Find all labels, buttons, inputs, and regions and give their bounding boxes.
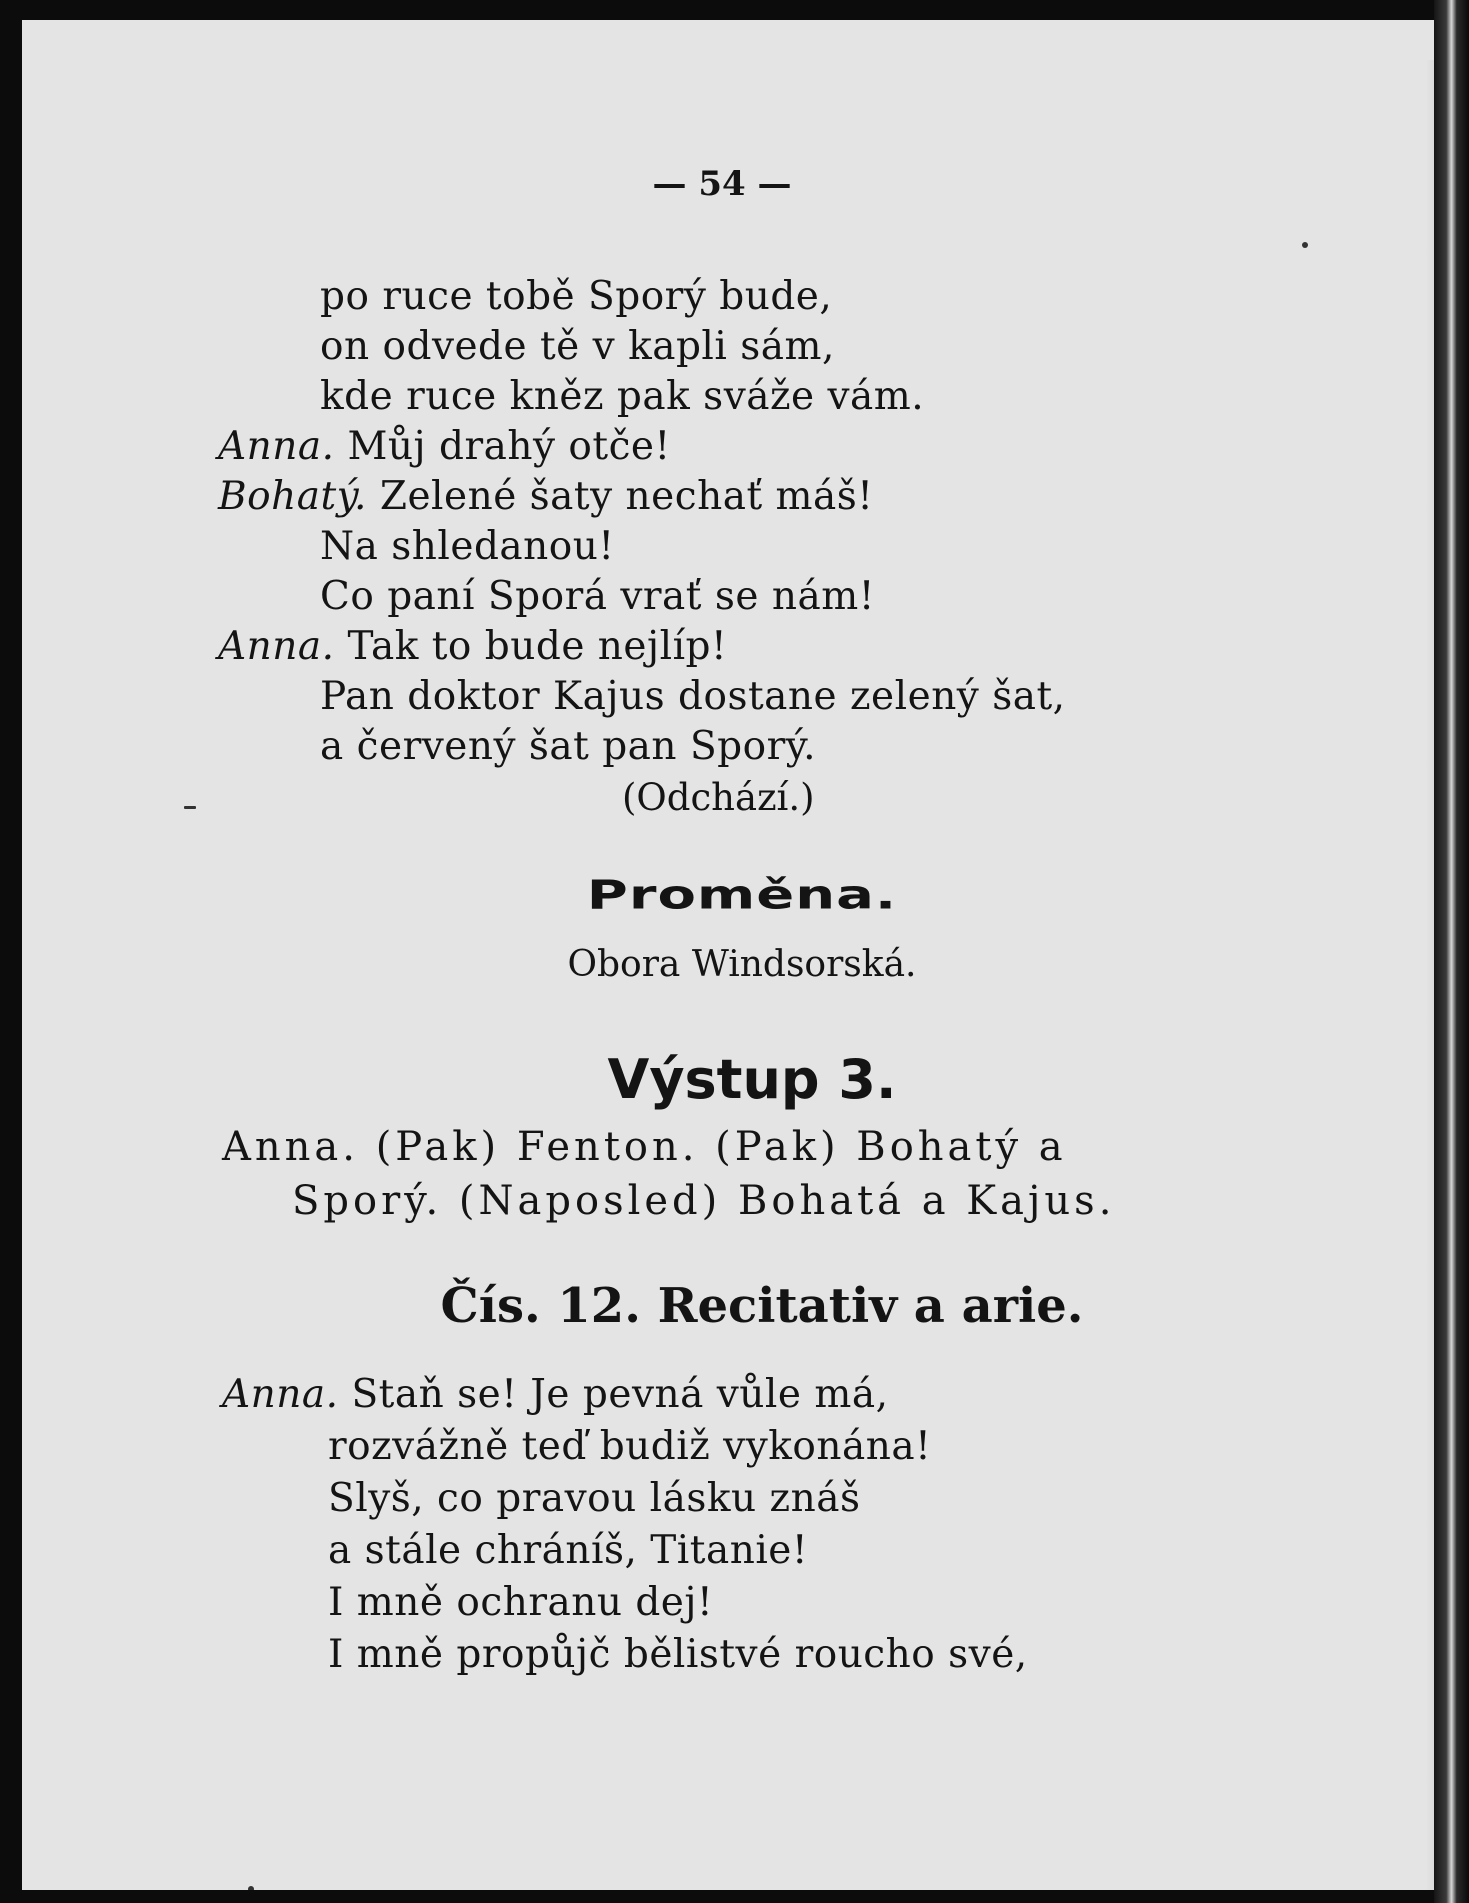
verse-line: rozvážně teď budiž vykonána!: [328, 1424, 932, 1469]
speaker-name: Bohatý.: [218, 474, 367, 519]
scan-speck: [1302, 242, 1308, 248]
scene-change-heading: Proměna.: [586, 872, 898, 919]
verse-line: Na shledanou!: [320, 524, 615, 569]
verse-line: Co paní Sporá vrať se nám!: [320, 574, 875, 619]
scan-speck: [184, 806, 196, 809]
verse-line: on odvede tě v kapli sám,: [320, 324, 835, 369]
verse-line: po ruce tobě Sporý bude,: [320, 274, 833, 319]
dialogue-line: Bohatý. Zelené šaty nechať máš!: [218, 474, 874, 519]
verse-line: Pan doktor Kajus dostane zelený šat,: [320, 674, 1066, 719]
verse-line: I mně propůjč bělistvé roucho své,: [328, 1632, 1028, 1677]
scan-speck: [248, 1886, 254, 1890]
dialogue-line: Anna. Tak to bude nejlíp!: [218, 624, 728, 669]
verse-line: Slyš, co pravou lásku znáš: [328, 1476, 861, 1521]
characters-line: Sporý. (Naposled) Bohatá a Kajus.: [292, 1178, 1116, 1224]
speaker-name: Anna.: [222, 1372, 339, 1417]
verse-line: kde ruce kněz pak sváže vám.: [320, 374, 925, 419]
page-number: — 54 —: [652, 164, 792, 204]
page-edge: [1426, 60, 1434, 1890]
verse-line: I mně ochranu dej!: [328, 1580, 714, 1625]
stage-direction: (Odchází.): [622, 776, 815, 819]
characters-line: Anna. (Pak) Fenton. (Pak) Bohatý a: [222, 1124, 1067, 1170]
book-spine: [1434, 0, 1469, 1903]
number-title: Čís. 12. Recitativ a arie.: [440, 1278, 1084, 1334]
scene-title: Výstup 3.: [607, 1048, 897, 1111]
dialogue-line: Anna. Staň se! Je pevná vůle má,: [222, 1372, 889, 1417]
verse-line: a červený šat pan Sporý.: [320, 724, 816, 769]
scene-location: Obora Windsorská.: [567, 944, 917, 985]
verse-line: a stále chráníš, Titanie!: [328, 1528, 809, 1573]
speaker-name: Anna.: [218, 624, 335, 669]
dialogue-line: Anna. Můj drahý otče!: [218, 424, 671, 469]
book-page: [22, 20, 1434, 1890]
speaker-name: Anna.: [218, 424, 335, 469]
